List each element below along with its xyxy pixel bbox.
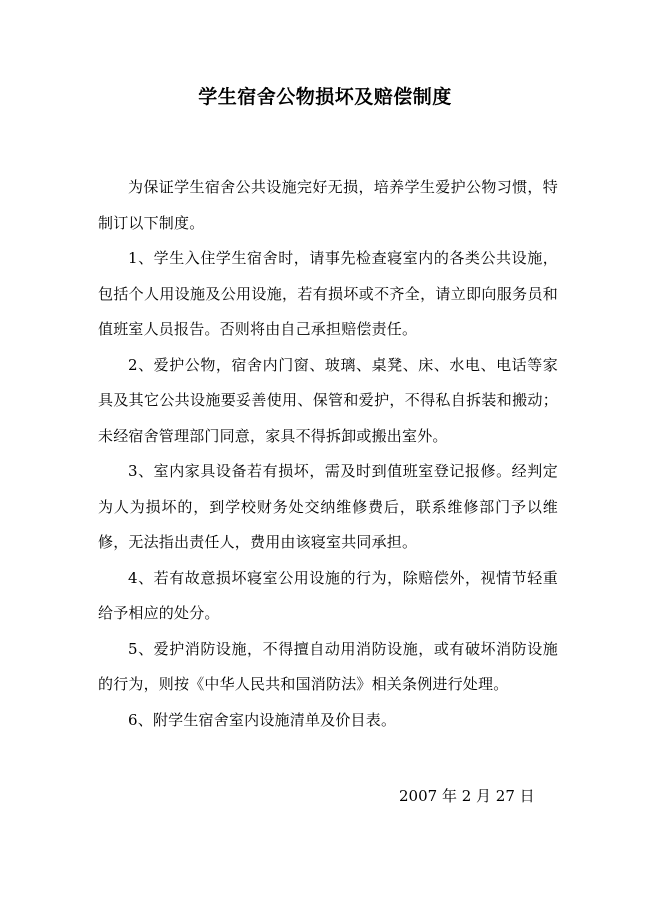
paragraph-intro: 为保证学生宿舍公共设施完好无损，培养学生爱护公物习惯，特制订以下制度。: [98, 178, 558, 232]
document-body: [98, 170, 558, 738]
paragraph-rule-3: 3、室内家具设备若有损坏，需及时到值班室登记报修。经判定为人为损坏的，到学校财务处交纳维修费后，联系维修部门予以维修，无法指出责任人，费用由该寝室共同承担。: [98, 462, 558, 551]
paragraph-rule-5: 5、爱护消防设施，不得擅自动用消防设施，或有破坏消防设施的行为，则按《中华人民共和国消防法》相关条例进行处理。: [98, 639, 558, 693]
paragraph-rule-2: 2、爱护公物，宿舍内门窗、玻璃、桌凳、床、水电、电话等家具及其它公共设施要妥善使用、保管和爱护，不得私自拆装和搬动；未经宿舍管理部门同意，家具不得拆卸或搬出室外。: [98, 355, 558, 445]
paragraph-rule-6: 6、附学生宿舍室内设施清单及价目表。: [128, 710, 397, 729]
document-title: 学生宿舍公物损坏及赔偿制度: [198, 86, 452, 108]
document-date: 2007 年 2 月 27 日: [399, 787, 535, 805]
paragraph-rule-4: 4、若有故意损坏寝室公用设施的行为，除赔偿外，视情节轻重给予相应的处分。: [98, 568, 558, 622]
paragraph-rule-1: 1、学生入住学生宿舍时，请事先检查寝室内的各类公共设施，包括个人用设施及公用设施，若有损坏或不齐全，请立即向服务员和值班室人员报告。否则将由自己承担赔偿责任。: [98, 249, 558, 338]
